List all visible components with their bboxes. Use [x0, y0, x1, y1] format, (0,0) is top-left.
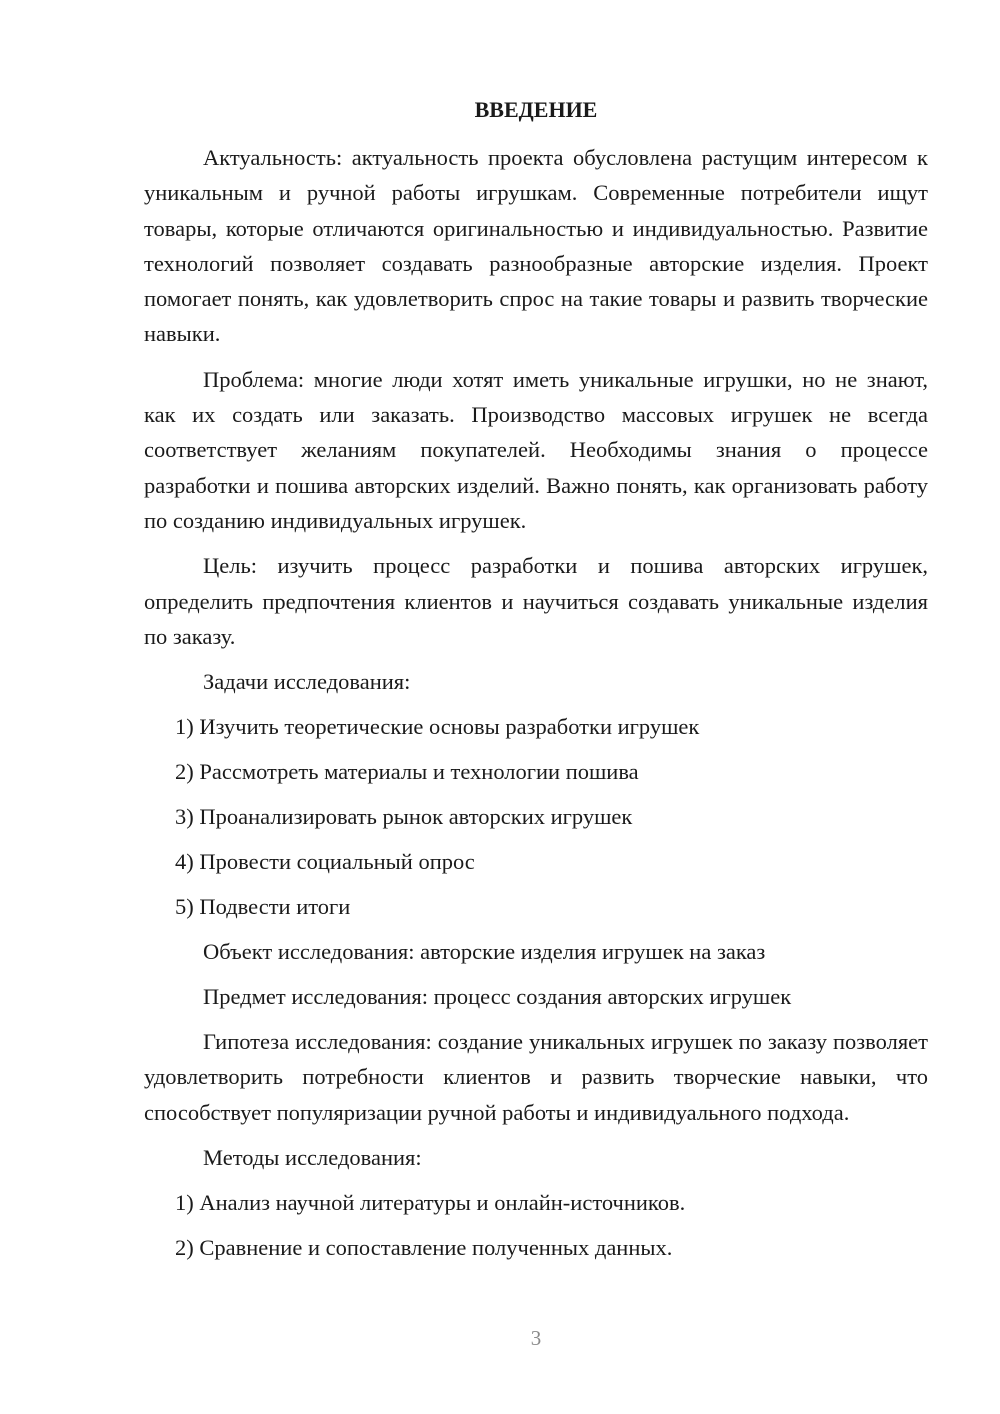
method-item: 1) Анализ научной литературы и онлайн-источников.	[175, 1190, 686, 1216]
problem-paragraph: Проблема: многие люди хотят иметь уникальные игрушки, но не знают, как их создать или заказать. Производство массовых игрушек не всегда соответствует желаниям покупателей. Необходимы знания о процессе разработки и пошива авторских изделий. Важно понять, как организовать работу по созданию индивидуальных игрушек.	[144, 366, 928, 533]
document-page	[144, 92, 928, 1275]
task-item: 1) Изучить теоретические основы разработки игрушек	[175, 714, 700, 740]
hypothesis-paragraph: Гипотеза исследования: создание уникальных игрушек по заказу позволяет удовлетворить потребности клиентов и развить творческие навыки, что способствует популяризации ручной работы и индивидуального подхода.	[144, 1029, 928, 1125]
task-item: 5) Подвести итоги	[175, 894, 351, 920]
relevance-paragraph: Актуальность: актуальность проекта обусловлена растущим интересом к уникальным и ручной работы игрушкам. Современные потребители ищут товары, которые отличаются оригинальностью и индивидуальностью. Развитие технологий позволяет создавать разнообразные авторские изделия. Проект помогает понять, как удовлетворить спрос на такие товары и развить творческие навыки.	[144, 145, 928, 347]
goal-paragraph: Цель: изучить процесс разработки и пошива авторских игрушек, определить предпочтения клиентов и научиться создавать уникальные изделия по заказу.	[144, 553, 928, 649]
task-item: 4) Провести социальный опрос	[175, 849, 475, 875]
task-item: 2) Рассмотреть материалы и технологии пошива	[175, 759, 639, 785]
methods-label: Методы исследования:	[203, 1145, 422, 1171]
research-subject: Предмет исследования: процесс создания авторских игрушек	[203, 984, 792, 1010]
tasks-label: Задачи исследования:	[203, 669, 411, 695]
method-item: 2) Сравнение и сопоставление полученных данных.	[175, 1235, 673, 1261]
page-title: ВВЕДЕНИЕ	[474, 97, 598, 122]
research-object: Объект исследования: авторские изделия игрушек на заказ	[203, 939, 766, 965]
page-number: 3	[530, 1326, 542, 1350]
task-item: 3) Проанализировать рынок авторских игрушек	[175, 804, 633, 830]
